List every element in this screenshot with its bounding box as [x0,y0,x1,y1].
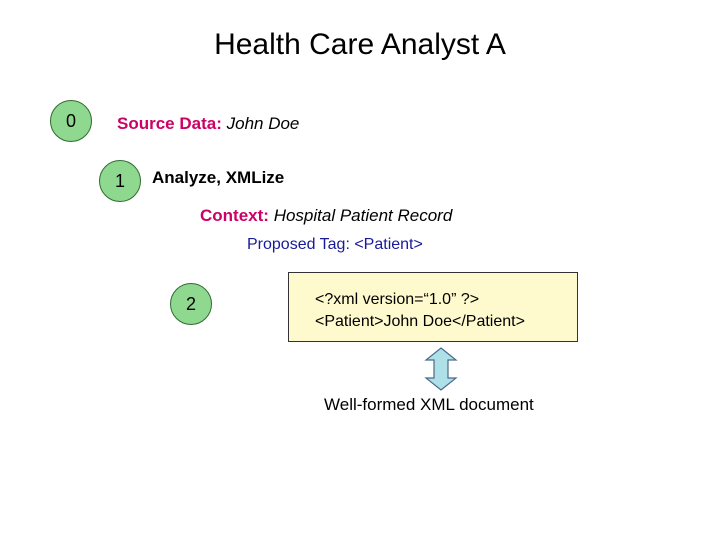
well-formed-caption: Well-formed XML document [324,395,534,414]
page-title: Health Care Analyst A [214,28,506,61]
context-label: Context: [200,206,269,225]
xml-declaration-line: <?xml version=“1.0” ?> [315,291,480,308]
double-arrow-icon [423,347,459,391]
source-data [117,114,299,134]
proposed-tag-text: Proposed Tag: <Patient> [247,236,423,253]
xml-document-box [288,272,578,342]
analyze-step-text: Analyze, XMLize [152,168,285,187]
step-2-circle: 2 [170,283,212,325]
context-value: Hospital Patient Record [273,206,453,225]
xml-patient-line: <Patient>John Doe</Patient> [315,313,525,330]
step-0-circle: 0 [50,100,92,142]
context-line [200,206,452,226]
source-data-value: John Doe [226,114,300,133]
step-1-circle: 1 [99,160,141,202]
source-data-label: Source Data: [117,114,222,133]
